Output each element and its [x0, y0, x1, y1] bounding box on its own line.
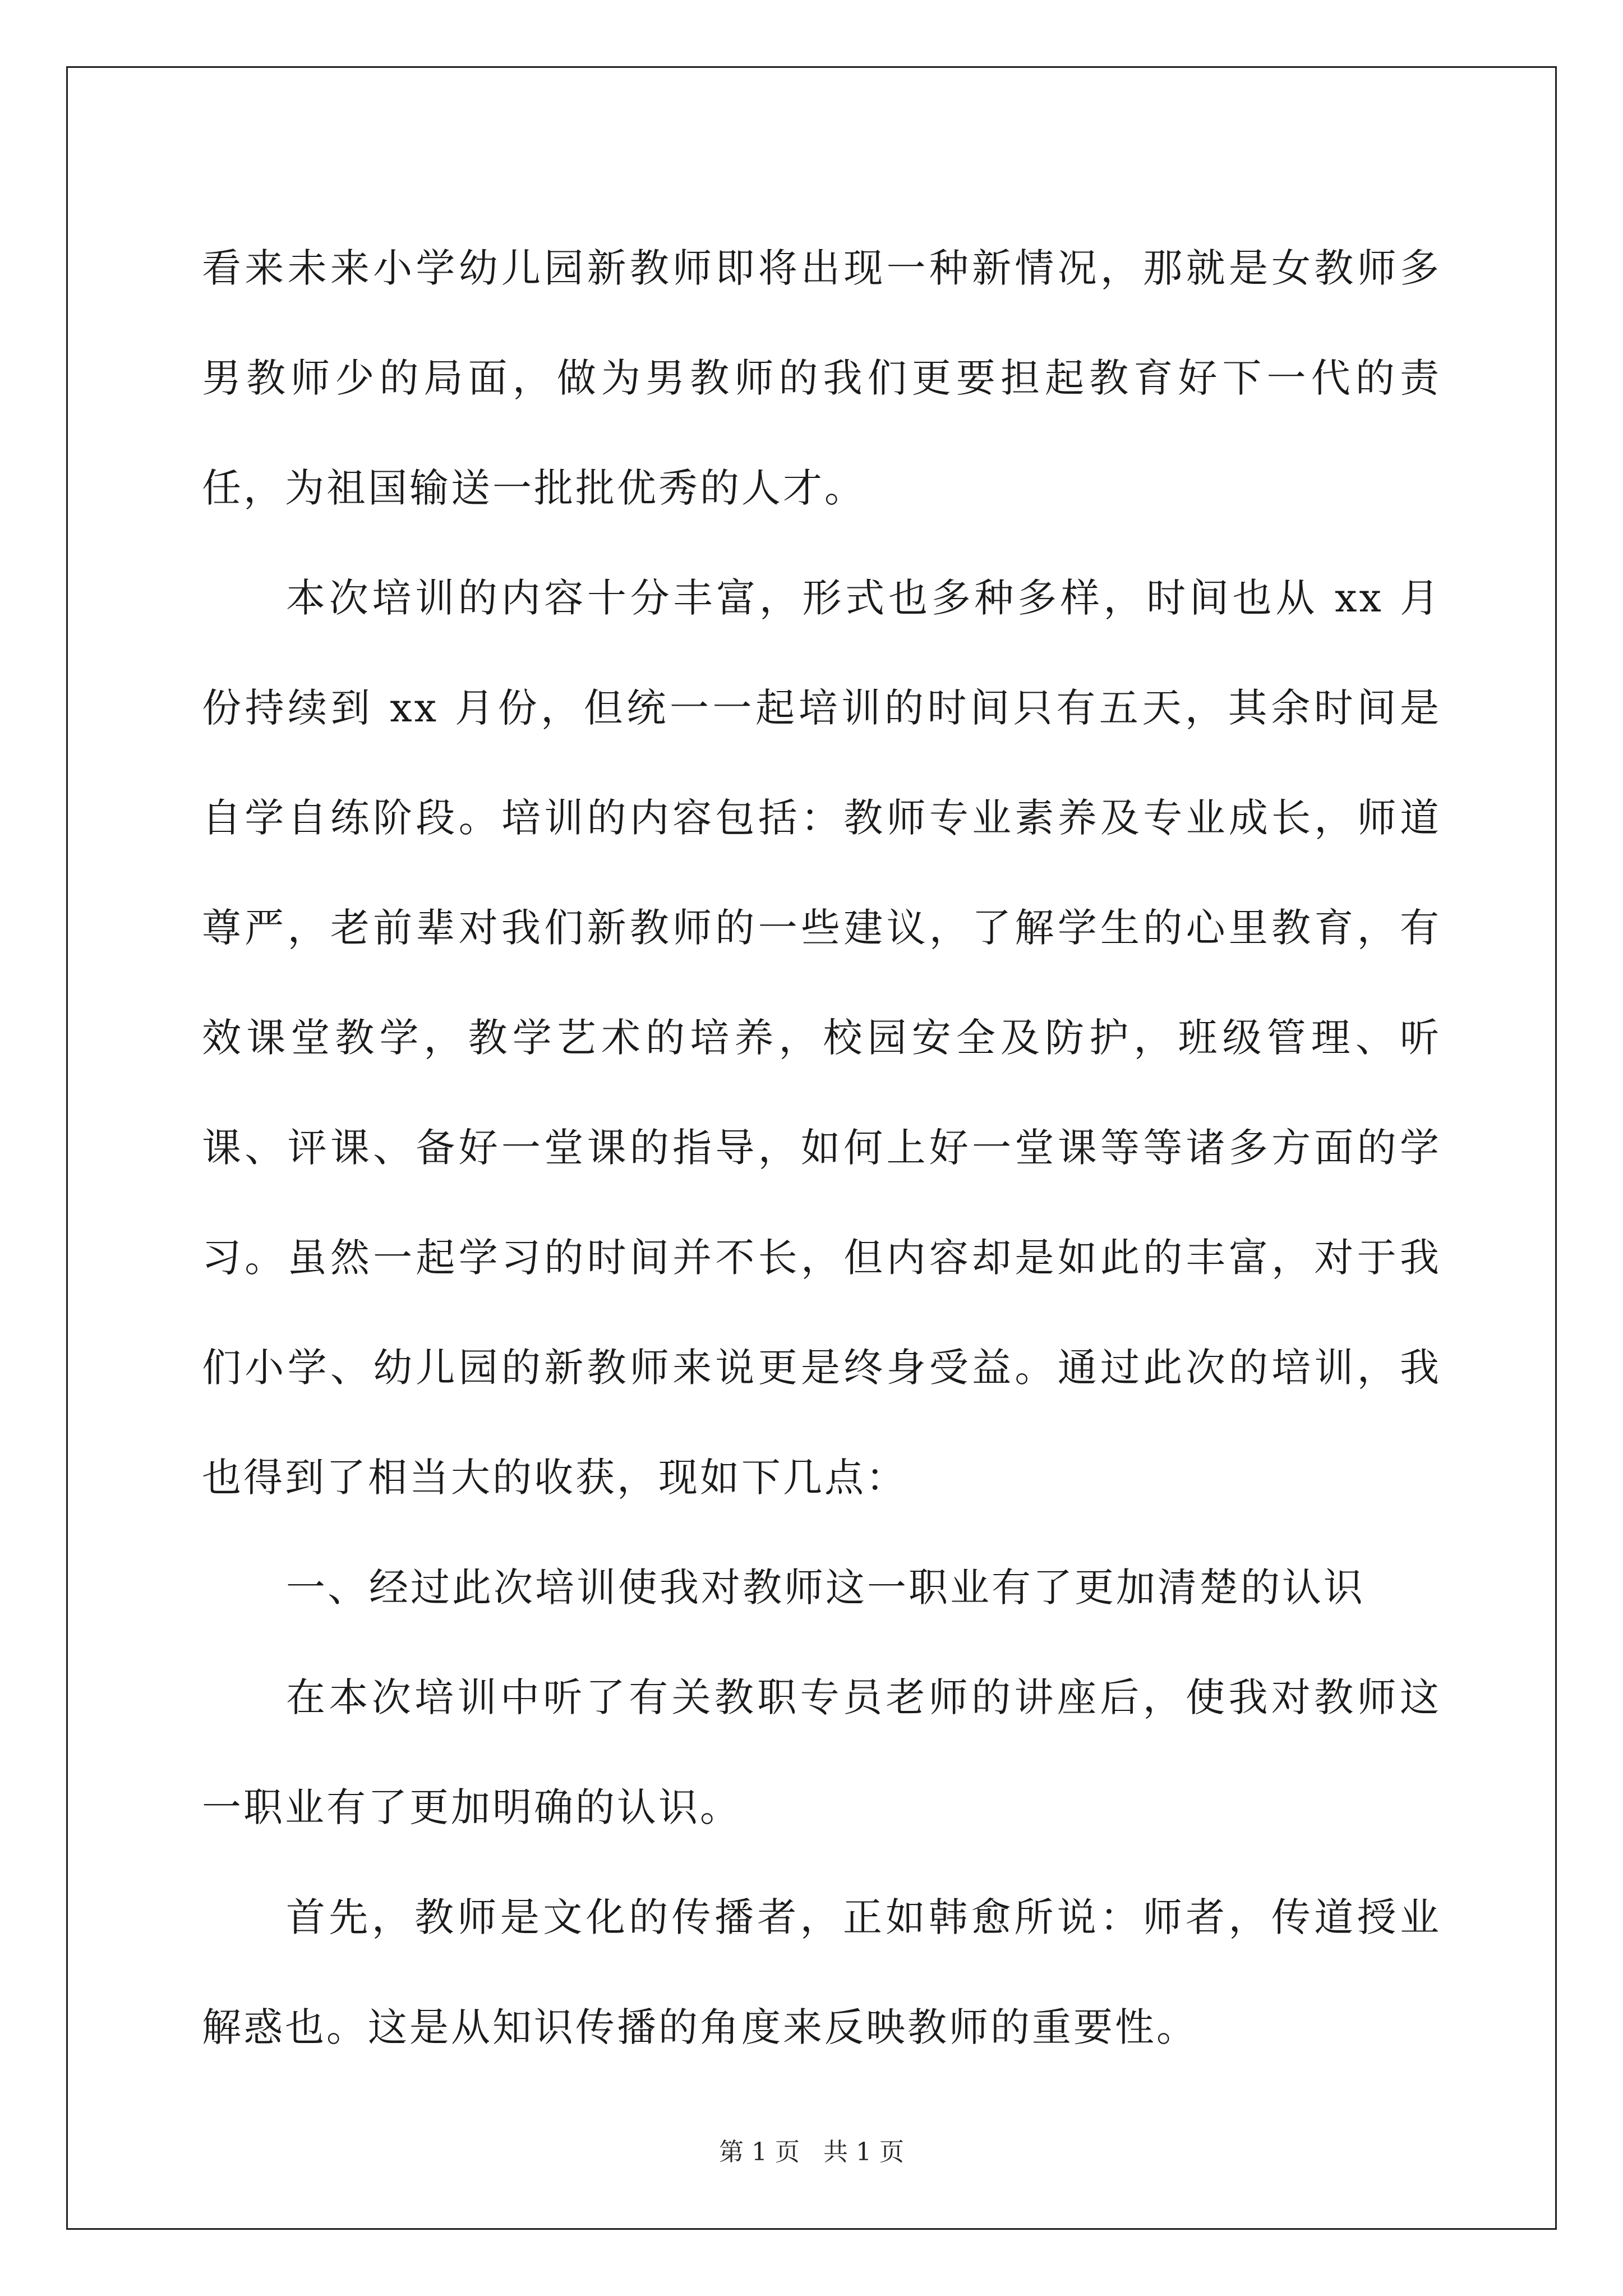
section-heading: 一、经过此次培训使我对教师这一职业有了更加清楚的认识 [286, 1565, 1365, 1611]
page-total: 共 1 页 [823, 2138, 904, 2166]
paragraph-2: 本次培训的内容十分丰富，形式也多种多样，时间也从 xx 月份持续到 xx 月份，但统一一起培训的时间只有五天，其余时间是自学自练阶段。培训的内容包括：教师专业素养及专业成长，师道尊严，老前辈对我们新教师的一些建议，了解学生的心里教育，有效课堂教学，教学艺术的培养，校园安全及防护，班级管理、听课、评课、备好一堂课的指导，如何上好一堂课等等诸多方面的学习。虽然一起学习的时间并不长，但内容却是如此的丰富，对于我们小学、幼儿园的新教师来说更是终身受益。通过此次的培训，我也得到了相当大的收获，现如下几点： [202, 575, 1441, 1501]
document-body [202, 213, 1441, 2082]
paragraph-1: 看来未来小学幼儿园新教师即将出现一种新情况，那就是女教师多男教师少的局面，做为男教师的我们更要担起教育好下一代的责任，为祖国输送一批批优秀的人才。 [202, 245, 1441, 511]
page-footer [0, 2132, 1623, 2168]
page-number: 第 1 页 [719, 2138, 800, 2166]
paragraph-4: 首先，教师是文化的传播者，正如韩愈所说：师者，传道授业解惑也。这是从知识传播的角度来反映教师的重要性。 [202, 1894, 1441, 2050]
paragraph-3: 在本次培训中听了有关教职专员老师的讲座后，使我对教师这一职业有了更加明确的认识。 [202, 1674, 1441, 1830]
